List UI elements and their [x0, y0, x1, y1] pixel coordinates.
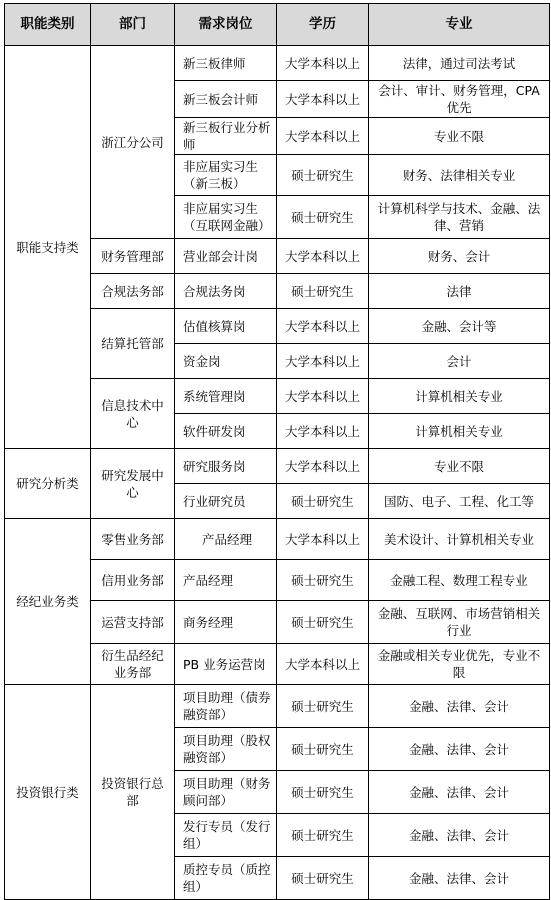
education-cell: 硕士研究生: [277, 814, 369, 857]
table-row: [5, 449, 550, 484]
education-cell: 大学本科以上: [277, 449, 369, 484]
major-cell: 财务、法律相关专业: [369, 155, 550, 196]
education-cell: 大学本科以上: [277, 379, 369, 414]
major-cell: 金融、法律、会计: [369, 728, 550, 771]
education-cell: 大学本科以上: [277, 46, 369, 81]
major-cell: 金融、法律、会计: [369, 857, 550, 900]
major-cell: 计算机科学与技术、金融、法律、营销: [369, 196, 550, 239]
education-cell: 硕士研究生: [277, 196, 369, 239]
position-cell: 质控专员（质控组）: [175, 857, 277, 900]
major-cell: 专业不限: [369, 449, 550, 484]
major-cell: 美术设计、计算机相关专业: [369, 519, 550, 560]
education-cell: 大学本科以上: [277, 519, 369, 560]
major-cell: 国防、电子、工程、化工等: [369, 484, 550, 519]
major-cell: 计算机相关专业: [369, 379, 550, 414]
education-cell: 硕士研究生: [277, 857, 369, 900]
header-position: 需求岗位: [175, 4, 277, 46]
education-cell: 硕士研究生: [277, 728, 369, 771]
position-cell: 项目助理（股权融资部）: [175, 728, 277, 771]
department-cell: 结算托管部: [91, 309, 175, 379]
department-cell: 财务管理部: [91, 239, 175, 274]
education-cell: 大学本科以上: [277, 344, 369, 379]
department-cell: 投资银行总部: [91, 685, 175, 900]
education-cell: 大学本科以上: [277, 118, 369, 155]
major-cell: 法律: [369, 274, 550, 309]
major-cell: 金融、法律、会计: [369, 771, 550, 814]
department-cell: 合规法务部: [91, 274, 175, 309]
major-cell: 金融、互联网、市场营销相关行业: [369, 601, 550, 644]
education-cell: 硕士研究生: [277, 274, 369, 309]
major-cell: 法律，通过司法考试: [369, 46, 550, 81]
department-cell: 运营支持部: [91, 601, 175, 644]
education-cell: 大学本科以上: [277, 309, 369, 344]
position-cell: 营业部会计岗: [175, 239, 277, 274]
major-cell: 会计: [369, 344, 550, 379]
position-cell: 发行专员（发行组）: [175, 814, 277, 857]
major-cell: 专业不限: [369, 118, 550, 155]
position-cell: 新三板行业分析师: [175, 118, 277, 155]
header-department: 部门: [91, 4, 175, 46]
education-cell: 硕士研究生: [277, 560, 369, 601]
education-cell: 硕士研究生: [277, 484, 369, 519]
major-cell: 计算机相关专业: [369, 414, 550, 449]
education-cell: 硕士研究生: [277, 771, 369, 814]
department-cell: 研究发展中心: [91, 449, 175, 519]
category-cell: 职能支持类: [5, 46, 91, 449]
education-cell: 大学本科以上: [277, 414, 369, 449]
major-cell: 金融或相关专业优先，专业不限: [369, 644, 550, 685]
position-cell: 新三板律师: [175, 46, 277, 81]
category-cell: 经纪业务类: [5, 519, 91, 685]
major-cell: 金融、法律、会计: [369, 814, 550, 857]
position-cell: 资金岗: [175, 344, 277, 379]
position-cell: 合规法务岗: [175, 274, 277, 309]
header-category: 职能类别: [5, 4, 91, 46]
table-row: [5, 685, 550, 728]
major-cell: 财务、会计: [369, 239, 550, 274]
major-cell: 金融工程、数理工程专业: [369, 560, 550, 601]
education-cell: 硕士研究生: [277, 155, 369, 196]
table-row: [5, 46, 550, 81]
department-cell: 信用业务部: [91, 560, 175, 601]
position-cell: 非应届实习生（新三板）: [175, 155, 277, 196]
position-cell: 行业研究员: [175, 484, 277, 519]
category-cell: 投资银行类: [5, 685, 91, 900]
position-cell: 估值核算岗: [175, 309, 277, 344]
position-cell: 新三板会计师: [175, 81, 277, 118]
department-cell: 衍生品经纪业务部: [91, 644, 175, 685]
position-cell: 系统管理岗: [175, 379, 277, 414]
position-cell: 项目助理（财务顾问部）: [175, 771, 277, 814]
table-row: [5, 519, 550, 560]
position-cell: PB 业务运营岗: [175, 644, 277, 685]
position-cell: 产品经理: [175, 560, 277, 601]
department-cell: 浙江分公司: [91, 46, 175, 239]
department-cell: 零售业务部: [91, 519, 175, 560]
recruitment-table: [4, 3, 550, 900]
major-cell: 会计、审计、财务管理，CPA优先: [369, 81, 550, 118]
department-cell: 信息技术中心: [91, 379, 175, 449]
major-cell: 金融、会计等: [369, 309, 550, 344]
education-cell: 硕士研究生: [277, 685, 369, 728]
position-cell: 商务经理: [175, 601, 277, 644]
education-cell: 大学本科以上: [277, 81, 369, 118]
education-cell: 硕士研究生: [277, 601, 369, 644]
position-cell: 非应届实习生（互联网金融）: [175, 196, 277, 239]
education-cell: 大学本科以上: [277, 239, 369, 274]
position-cell: 项目助理（债券融资部）: [175, 685, 277, 728]
category-cell: 研究分析类: [5, 449, 91, 519]
major-cell: 金融、法律、会计: [369, 685, 550, 728]
header-education: 学历: [277, 4, 369, 46]
education-cell: 大学本科以上: [277, 644, 369, 685]
position-cell: 软件研发岗: [175, 414, 277, 449]
position-cell: 研究服务岗: [175, 449, 277, 484]
header-major: 专业: [369, 4, 550, 46]
header-row: [5, 4, 550, 46]
position-cell: 产品经理: [175, 519, 277, 560]
